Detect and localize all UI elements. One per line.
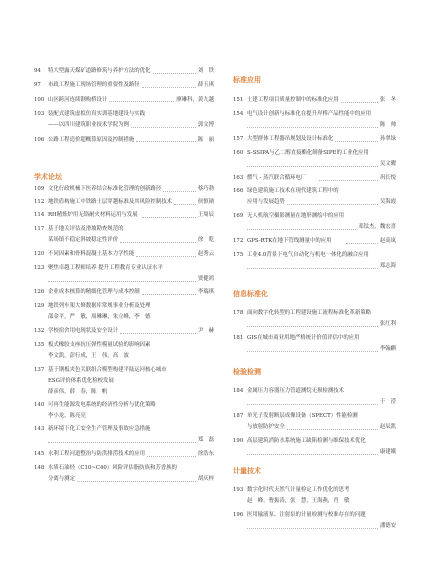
page-number: 117 bbox=[34, 226, 45, 232]
entry-title: 与放射防护安全 bbox=[247, 424, 285, 430]
entry-author: 李翰麒 bbox=[379, 346, 396, 352]
entry-title: 电气设计创新与标准化在提升岸桥产品性能中的应用 bbox=[247, 111, 371, 117]
section-heading: 标准应用 bbox=[233, 76, 261, 84]
page-number: 112 bbox=[34, 199, 45, 205]
leader-dots bbox=[142, 294, 196, 295]
leader-dots bbox=[287, 429, 378, 430]
entry-title: 燃气 - 蒸汽联合循环电厂 bbox=[247, 175, 307, 181]
leader-dots bbox=[147, 456, 196, 457]
entry-author: 赵辰凯 bbox=[379, 424, 396, 430]
entry-title: 装配式建筑虚拟仿真实训基地建设与实践 bbox=[48, 111, 146, 118]
entry-title: 地铁列车架大修数据库常规事业分析及处理 bbox=[48, 303, 151, 309]
entry-title: 基于地关评估及滑坡勘查规范的 bbox=[48, 226, 124, 232]
leader-dots bbox=[346, 243, 378, 244]
entry-title: 金属压力容器压力管道测烷无损检测技术 bbox=[247, 388, 345, 394]
page-number: 166 bbox=[233, 188, 244, 194]
page-number: 103 bbox=[34, 111, 45, 118]
page-number: 169 bbox=[233, 213, 244, 219]
entry-title: 某场镇不稳定斜坡稳定性评价 bbox=[48, 237, 119, 243]
entry-author: 薛玉琪 bbox=[197, 82, 214, 89]
page-number: 148 bbox=[34, 465, 45, 471]
entry-author: 郭文博 bbox=[197, 122, 214, 129]
entry-author: 郑 磊 bbox=[197, 437, 214, 443]
leader-dots bbox=[136, 141, 195, 142]
entry-title: 大型群体工程器吊规划及设计标准化 bbox=[247, 136, 334, 142]
entry-title: ——以四川建筑职业技术学院为例 bbox=[48, 122, 129, 129]
entry-title: 聚焦卓越工程师培养 提升工程教育专业认证水平 bbox=[48, 265, 163, 271]
entry-author: 胡庆梓 bbox=[197, 476, 214, 482]
page-number: 175 bbox=[233, 252, 244, 258]
entry-title: 山区跨河连续钢构桥设计 bbox=[48, 96, 108, 103]
entry-title: 基于钢板夹色关联组合模型构建平陆运河核心城市 bbox=[48, 367, 167, 373]
leader-dots bbox=[335, 141, 377, 142]
page-number: 100 bbox=[34, 96, 45, 103]
leader-dots bbox=[48, 442, 196, 443]
leader-dots bbox=[247, 127, 378, 128]
page-number: 94 bbox=[34, 68, 41, 74]
entry-author: 潘德安 bbox=[379, 523, 396, 529]
leader-dots bbox=[247, 268, 378, 269]
entry-title: 应用与发展趋势 bbox=[247, 199, 285, 205]
section-heading: 计量技术 bbox=[233, 467, 261, 475]
entry-title: 高层建筑消防水系统施工缺陷检测与维保技术优化 bbox=[247, 438, 366, 444]
entry-author: 蔡巧勃 bbox=[197, 186, 214, 192]
leader-dots bbox=[247, 326, 378, 327]
leader-dots bbox=[142, 217, 196, 218]
entry-title: 绿色建筑施工技术在现代建筑工程中的 bbox=[247, 188, 339, 194]
entry-title: 分离与测定 bbox=[48, 476, 75, 482]
entry-title: 工业4.0背景下电气自动化与机电一体化的融合应用 bbox=[247, 252, 369, 258]
leader-dots bbox=[48, 281, 196, 282]
leader-dots bbox=[174, 204, 196, 205]
entry-title: 特大型露天煤矿道路修筑与养护方法的优化 bbox=[48, 68, 151, 74]
entry-author: 尹 赫 bbox=[197, 328, 214, 334]
leader-dots bbox=[142, 87, 196, 88]
entry-author: 吴文曜 bbox=[379, 161, 396, 167]
entry-title: 不同因素和骨料混凝土基本力学性能 bbox=[48, 251, 135, 257]
leader-dots bbox=[120, 242, 196, 243]
page-number: 187 bbox=[233, 413, 244, 419]
page-number: 126 bbox=[34, 289, 45, 295]
entry-title: 市政工程施工现场管理的重要性及路径 bbox=[48, 82, 140, 89]
entry-author: 李瑞琪 bbox=[197, 289, 214, 295]
page-number: 178 bbox=[233, 310, 244, 316]
entry-author: 郑志海 bbox=[379, 263, 396, 269]
entry-title: 土建工程项目质量控制中的标准化应用 bbox=[247, 97, 339, 103]
page-number: 196 bbox=[233, 512, 244, 518]
entry-author: 侯慎勋 bbox=[197, 199, 214, 205]
entry-author: 徐 乾 bbox=[197, 237, 214, 243]
entry-title: 赵 峰，曹振涛，张 慧，王海燕，肖 敏 bbox=[247, 498, 350, 504]
leader-dots bbox=[153, 73, 196, 74]
leader-dots bbox=[109, 101, 174, 102]
entry-title: 学校宿舍用电现状及安全设计 bbox=[48, 328, 119, 334]
entry-author: 贾健鸿 bbox=[197, 276, 214, 282]
entry-author: 王周辰 bbox=[197, 212, 214, 218]
page-number: 109 bbox=[34, 186, 45, 192]
leader-dots bbox=[131, 127, 196, 128]
entry-title: 无人机航空摄影测量在地形测绘中的应用 bbox=[247, 213, 345, 219]
entry-title: GIS在城市商业用地严格统计价值评估中的应用 bbox=[247, 335, 360, 341]
section-heading: 学术论坛 bbox=[34, 173, 62, 181]
page-number: 135 bbox=[34, 342, 45, 348]
leader-dots bbox=[247, 351, 378, 352]
page-number: 129 bbox=[34, 303, 45, 309]
entry-title: 文化行政机械下医养结合标准化管理的创新路径 bbox=[48, 186, 162, 192]
entry-author: 孙翠绿 bbox=[379, 136, 396, 142]
page-number: 114 bbox=[34, 212, 45, 218]
section-heading: 检验检测 bbox=[233, 368, 261, 376]
entry-title: 邵金平，严 敏，周琳琳，朱立峰，李 德 bbox=[48, 314, 151, 320]
leader-dots bbox=[247, 528, 378, 529]
entry-title: GPS-RTK在地下管线测量中的应用 bbox=[247, 238, 332, 244]
entry-author: 邓钛杰，魏宏喜 bbox=[358, 224, 396, 230]
page-number: 97 bbox=[34, 82, 41, 89]
page-number: 157 bbox=[233, 136, 244, 142]
leader-dots bbox=[163, 191, 195, 192]
entry-title: 单光子发射断层成像设备（SPECT）性能检测 bbox=[247, 413, 358, 419]
page-number: 172 bbox=[233, 238, 244, 244]
page-number: 154 bbox=[233, 111, 244, 117]
entry-author: 巩长悦 bbox=[379, 175, 396, 181]
entry-title: 医用输液泵、注射泵的计量检测与校准存在的问题 bbox=[247, 512, 366, 518]
entry-title: 公路工程造价超概算原因及控制措施 bbox=[48, 136, 135, 143]
page-number: 143 bbox=[34, 426, 45, 432]
leader-dots bbox=[247, 166, 378, 167]
entry-author: 徐浩东 bbox=[197, 451, 214, 457]
entry-author: 赵高岚 bbox=[379, 238, 396, 244]
page-number: 106 bbox=[34, 136, 45, 143]
entry-title: S-SSIPA与乙二醇直接酯化制备SIPE的工业化应用 bbox=[247, 150, 369, 156]
page-number: 123 bbox=[34, 265, 45, 271]
entry-title: 板式橡胶支座抗压弹性模量试验的影响因素 bbox=[48, 342, 151, 348]
entry-title: RH精炼炉用无铬耐火材料运用与发展 bbox=[48, 212, 138, 218]
page-number: 151 bbox=[233, 97, 244, 103]
leader-dots bbox=[319, 180, 378, 181]
entry-author: 廖琳科，黄九越 bbox=[176, 96, 214, 103]
page-number: 190 bbox=[233, 438, 244, 444]
page-number: 160 bbox=[233, 150, 244, 156]
leader-dots bbox=[247, 454, 378, 455]
entry-title: 企业成本核算的精细化管理与成本控制 bbox=[48, 289, 140, 295]
page-number: 132 bbox=[34, 328, 45, 334]
leader-dots bbox=[136, 256, 195, 257]
page-number: 193 bbox=[233, 487, 244, 493]
page-number: 140 bbox=[34, 402, 45, 408]
page-number: 163 bbox=[233, 175, 244, 181]
entry-title: ESG评价体系优化检校发展 bbox=[48, 378, 114, 384]
entry-author: 陈 帅 bbox=[379, 122, 396, 128]
leader-dots bbox=[120, 333, 196, 334]
leader-dots bbox=[247, 229, 356, 230]
page-number: 184 bbox=[233, 388, 244, 394]
entry-title: 水质石油烃（C10~C40）风险评估脂肪族和芳香族的 bbox=[48, 465, 177, 471]
entry-author: 张红利 bbox=[379, 321, 396, 327]
entry-title: 可再生能源发电系统的经济性分析与优化策略 bbox=[48, 402, 156, 408]
entry-author: 于 滢 bbox=[379, 399, 396, 405]
page-number: 120 bbox=[34, 251, 45, 257]
entry-author: 康建娥 bbox=[379, 449, 396, 455]
entry-author: 陈 丽 bbox=[197, 136, 214, 143]
entry-title: 数字化时代天然气计量检定工作优化的思考 bbox=[247, 487, 350, 493]
leader-dots bbox=[77, 481, 196, 482]
entry-title: 地铁盾构施工中铁路土层穿越标准及其风险控制技术 bbox=[48, 199, 172, 205]
leader-dots bbox=[341, 102, 378, 103]
page-number: 181 bbox=[233, 335, 244, 341]
entry-title: 水利工程河道整治与防洪排涝技术的应用 bbox=[48, 451, 146, 457]
entry-title: 李文凯，彭行成，王 伟，高 波 bbox=[48, 353, 129, 359]
entry-author: 吴海霞 bbox=[379, 199, 396, 205]
leader-dots bbox=[287, 204, 378, 205]
page-number: 137 bbox=[34, 367, 45, 373]
entry-title: 面向数字化转型的工程建设施工流程标准化革新策略 bbox=[247, 310, 371, 316]
section-heading: 信息标准化 bbox=[233, 290, 268, 298]
page-number: 145 bbox=[34, 451, 45, 457]
entry-author: 赵秀云 bbox=[197, 251, 214, 257]
leader-dots bbox=[247, 404, 378, 405]
entry-title: 李小龙，陈亮亮 bbox=[48, 413, 86, 419]
entry-author: 刘 铁 bbox=[197, 68, 214, 74]
entry-author: 张 冬 bbox=[379, 97, 396, 103]
entry-title: 新环境下化工安全生产管理及事故应急措施 bbox=[48, 426, 151, 432]
entry-title: 薛彦伟，薛 春，陈 帆 bbox=[48, 389, 108, 395]
